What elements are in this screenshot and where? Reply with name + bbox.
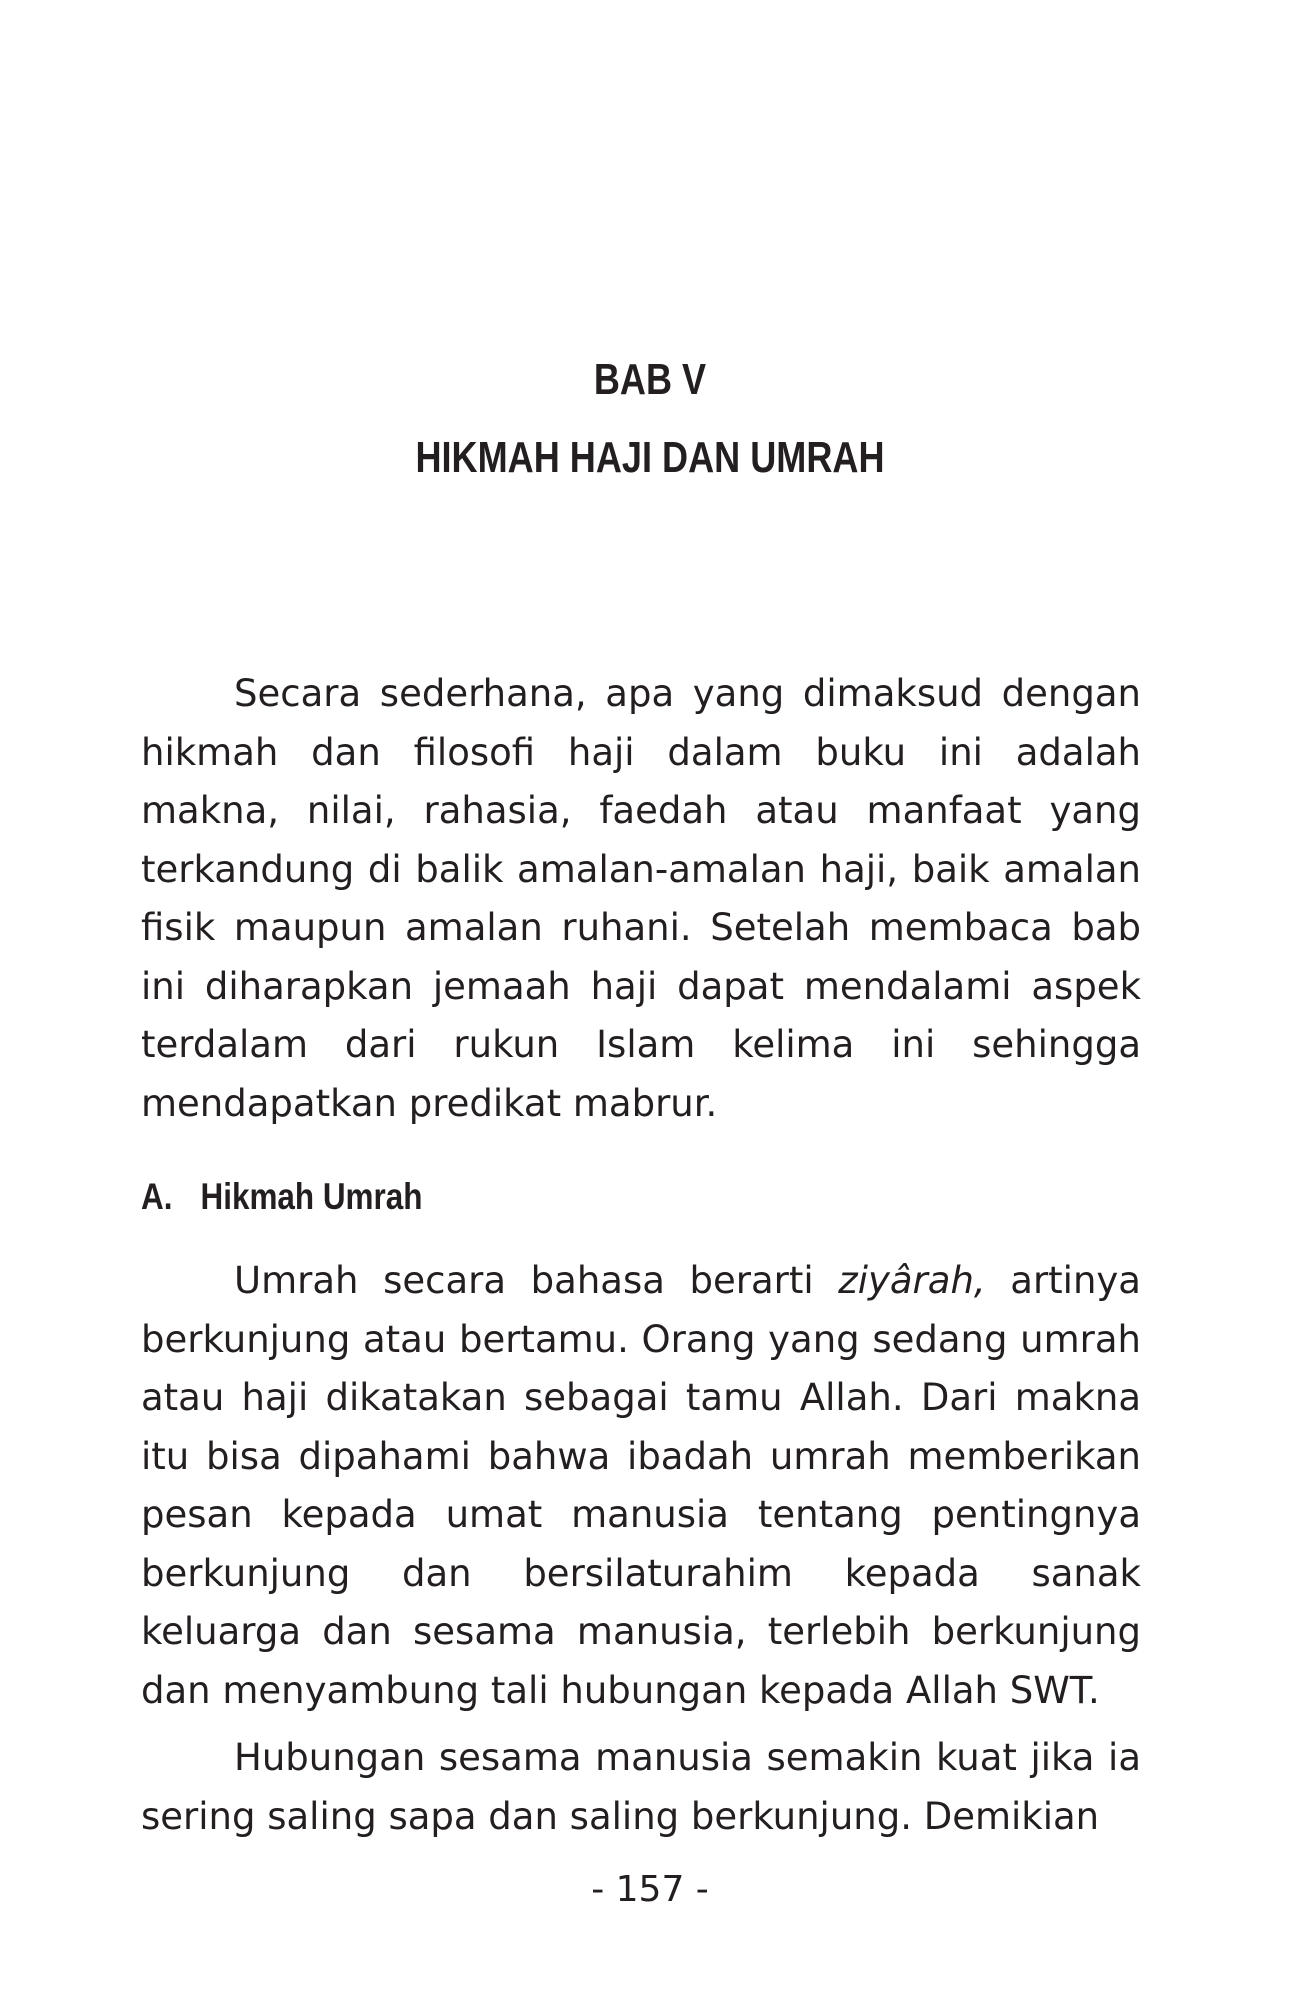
page-number: - 157 - [591, 1869, 709, 1910]
paragraph-1-start: Umrah secara bahasa berarti [234, 1259, 839, 1302]
section-letter: A. [141, 1176, 173, 1217]
section-text [141, 1252, 1141, 1846]
intro-text [141, 665, 1141, 1133]
intro-paragraph: Secara sederhana, apa yang dimaksud dengan hikmah dan filosofi haji dalam buku ini adalah makna, nilai, rahasia, faedah atau manfaat yang terkandung di balik amalan-amalan haji, baik amalan fisik maupun amalan ruhani. Setelah membaca bab ini diharapkan jemaah haji dapat mendalami aspek terdalam dari rukun Islam kelima ini sehingga mendapatkan predikat mabrur. [141, 672, 1141, 1125]
section-paragraph-1 [141, 1252, 1141, 1720]
paragraph-1-end: artinya berkunjung atau bertamu. Orang yang sedang umrah atau haji dikatakan sebagai tamu Allah. Dari makna itu bisa dipahami bahwa ibadah umrah memberikan pesan kepada umat manusia tentang pentingnya berkunjung dan bersilaturahim kepada sanak keluarga dan sesama manusia, terlebih berkunjung dan menyambung tali hubungan kepada Allah SWT. [141, 1259, 1141, 1712]
section-title: Hikmah Umrah [200, 1176, 423, 1217]
italic-term: ziyârah, [838, 1259, 986, 1302]
chapter-number: BAB V [593, 355, 707, 404]
section-heading [141, 1176, 422, 1218]
chapter-title: HIKMAH HAJI DAN UMRAH [415, 433, 885, 482]
section-paragraph-2: Hubungan sesama manusia semakin kuat jika ia sering saling sapa dan saling berkunjung. Demikian [141, 1736, 1141, 1838]
